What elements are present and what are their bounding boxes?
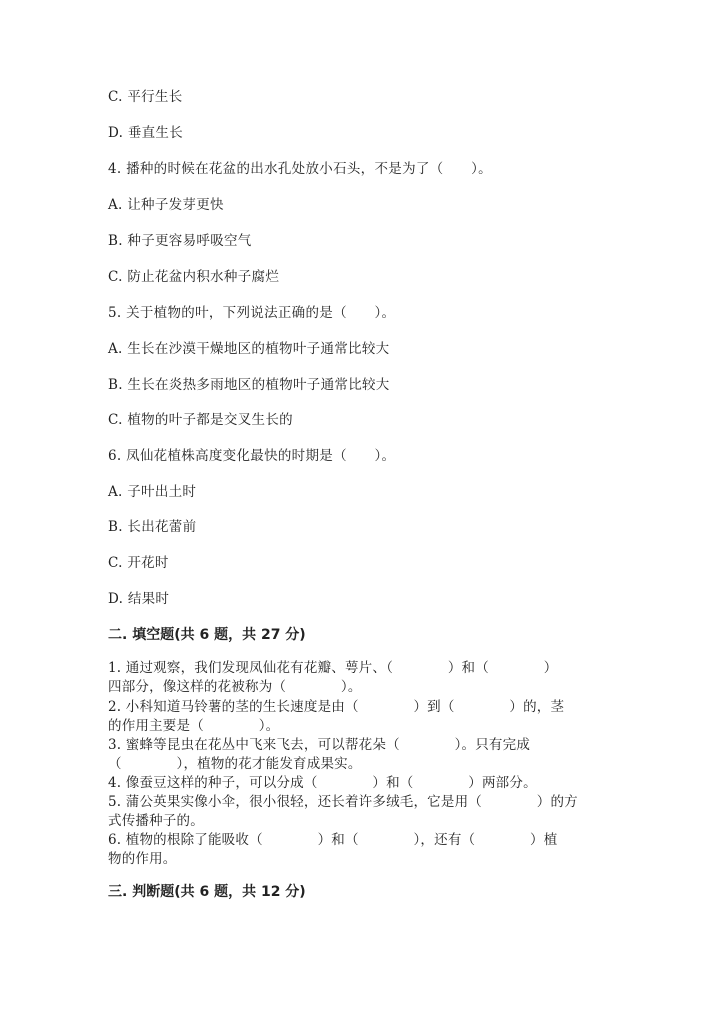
option-3c: C. 平行生长 — [108, 89, 183, 105]
question-4: 4. 播种的时候在花盆的出水孔处放小石头，不是为了（ ）。 — [108, 161, 492, 177]
option-5b: B. 生长在炎热多雨地区的植物叶子通常比较大 — [108, 377, 390, 393]
question-6: 6. 凤仙花植株高度变化最快的时期是（ ）。 — [108, 448, 396, 464]
option-6d: D. 结果时 — [108, 591, 170, 607]
option-5a: A. 生长在沙漠干燥地区的植物叶子通常比较大 — [108, 341, 390, 357]
option-6c: C. 开花时 — [108, 555, 169, 571]
fill-line-11: 物的作用。 — [108, 851, 177, 867]
fill-line-9: 式传播种子的。 — [108, 813, 204, 829]
option-5c: C. 植物的叶子都是交叉生长的 — [108, 412, 293, 428]
option-4a: A. 让种子发芽更快 — [108, 197, 224, 213]
fill-line-6: （ ），植物的花才能发育成果实。 — [108, 756, 362, 772]
option-6a: A. 子叶出土时 — [108, 484, 197, 500]
fill-line-8: 5. 蒲公英果实像小伞，很小很轻，还长着许多绒毛，它是用（ ）的方 — [108, 794, 578, 810]
option-3d: D. 垂直生长 — [108, 125, 184, 141]
fill-line-10: 6. 植物的根除了能吸收（ ）和（ ），还有（ ）植 — [108, 832, 558, 848]
fill-line-1: 1. 通过观察，我们发现凤仙花有花瓣、萼片、（ ）和（ ） — [108, 660, 558, 676]
fill-line-2: 四部分，像这样的花被称为（ ）。 — [108, 679, 362, 695]
option-4b: B. 种子更容易呼吸空气 — [108, 233, 252, 249]
question-5: 5. 关于植物的叶，下列说法正确的是（ ）。 — [108, 305, 396, 321]
section-3-heading: 三. 判断题(共 6 题，共 12 分) — [108, 884, 306, 900]
fill-line-5: 3. 蜜蜂等昆虫在花丛中飞来飞去，可以帮花朵（ ）。只有完成 — [108, 737, 531, 753]
fill-line-7: 4. 像蚕豆这样的种子，可以分成（ ）和（ ）两部分。 — [108, 775, 537, 791]
fill-line-3: 2. 小科知道马铃薯的茎的生长速度是由（ ）到（ ）的，茎 — [108, 699, 565, 715]
option-6b: B. 长出花蕾前 — [108, 519, 197, 535]
option-4c: C. 防止花盆内积水种子腐烂 — [108, 269, 280, 285]
fill-line-4: 的作用主要是（ ）。 — [108, 718, 280, 734]
section-2-heading: 二. 填空题(共 6 题，共 27 分) — [108, 627, 306, 643]
